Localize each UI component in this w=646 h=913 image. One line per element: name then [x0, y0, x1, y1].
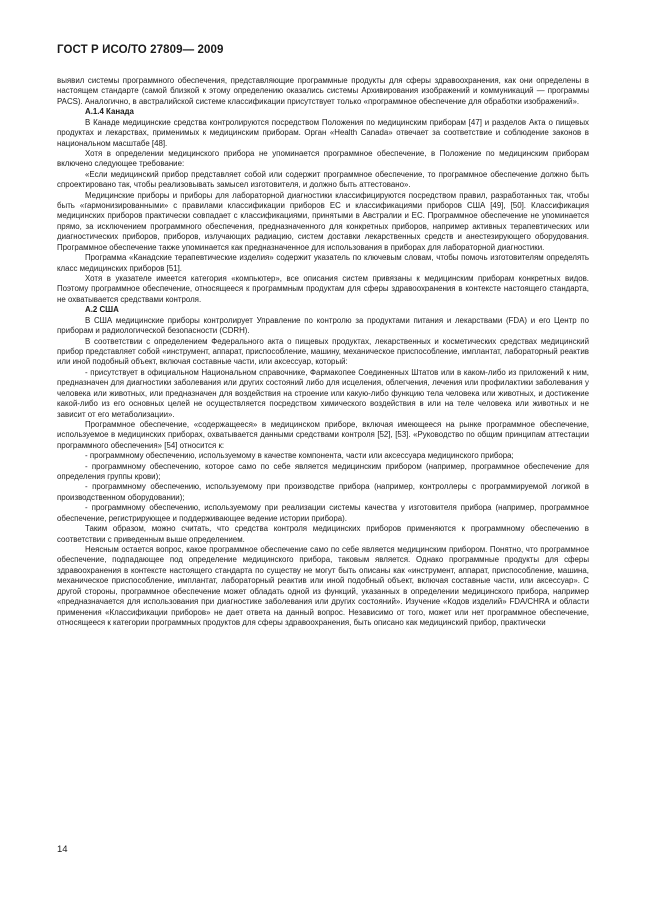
- list-item: - программному обеспечению, которое само по себе является медицинским прибором (например, программное обеспечение для определения группы крови);: [57, 461, 589, 482]
- paragraph: В соответствии с определением Федерального акта о пищевых продуктах, лекарственных и косметических средствах медицинский прибор представляет собой «инструмент, аппарат, приспособление, машину, механическое приспособление, имплантат, лабораторный реактив или иной подобный объект, включая составные части, или аксессуар, который:: [57, 336, 589, 367]
- list-item: - программному обеспечению, используемому в качестве компонента, части или аксессуара медицинского прибора;: [85, 451, 514, 461]
- quote-paragraph: «Если медицинский прибор представляет собой или содержит программное обеспечение, то программное обеспечение должно быть спроектировано так, чтобы реализовывать замысел изготовителя, и должно быть аттестовано».: [57, 169, 589, 190]
- list-item: - присутствует в официальном Национальном справочнике, Фармакопее Соединенных Штатов или в каком-либо из приложений к ним, предназначен для диагностики заболевания или других состояний либо для исцеления, облегчения, лечения или профилактики заболевания у человека или животных, или предназначен для воздействия на строение или какую-либо функцию тела человека или животных, и достижение какой-либо из его основных целей не осуществляется посредством химического воздействия в или на теле человека или животных и не зависит от его метаболизации».: [57, 367, 589, 419]
- paragraph: Хотя в указателе имеется категория «компьютер», все описания систем привязаны к медицинским приборам конкретных видов. Поэтому программное обеспечение, относящееся к программным продуктам для сферы здравоохранения в контексте настоящего стандарта, не охватывается средствами контроля.: [57, 274, 589, 304]
- paragraph: Таким образом, можно считать, что средства контроля медицинских приборов применяются к программному обеспечению в соответствии с приведенным выше определением.: [57, 524, 589, 544]
- paragraph: Программа «Канадские терапевтические изделия» содержит указатель по ключевым словам, чтобы помочь изготовителям определять класс медицинских приборов [51].: [57, 253, 589, 273]
- paragraph: В США медицинские приборы контролирует Управление по контролю за продуктами питания и лекарствами (FDA) и его Центр по приборам и радиологической безопасности (CDRH).: [57, 315, 589, 336]
- document-header: ГОСТ Р ИСО/ТО 27809— 2009: [57, 44, 224, 56]
- paragraph: В Канаде медицинские средства контролируются посредством Положения по медицинским приборам [47] и разделов Акта о пищевых продуктах и лекарствах, применимых к медицинским приборам. Орган «Health Canada» отвечает за соответствие и соблюдение законов в национальном масштабе [48].: [57, 117, 589, 148]
- paragraph: Программное обеспечение, «содержащееся» в медицинском приборе, включая имеющееся на рынке программное обеспечение, используемое в медицинских приборах, охватывается данными средствами контроля [52], [53]. «Руководство по общим принципам аттестации программного обеспечения» [54] относится к:: [57, 419, 589, 450]
- page-number: 14: [57, 844, 68, 855]
- paragraph: Неясным остается вопрос, какое программное обеспечение само по себе является медицинским прибором. Понятно, что программное обеспечение, подпадающее под определение медицинского прибора, таковым является. Однако программные продукты для сферы здравоохранения в контексте настоящего стандарта по существу не могут быть описаны как «инструмент, аппарат, приспособление, машина, механическое приспособление, имплантат, лабораторный реактив или иной подобный объект, включая составные части, или аксессуар». С другой стороны, программное обеспечение может обладать одной из функций, указанных в определении медицинского прибора, например «предназначается для использования при диагностике заболевания или других состояний». Изучение «Кодов изделий» FDA/CHRA и области применения «Классификации приборов» не дает ответа на данный вопрос. Независимо от того, может или нет программное обеспечение, относящееся к категории программных продуктов для сферы здравоохранения, быть описано как медицинский прибор, практически: [57, 544, 589, 627]
- paragraph: выявил системы программного обеспечения, представляющие программные продукты для сферы здравоохранения, как они определены в настоящем стандарте (самой близкой к этому определению оказались системы Архивирования изображений и коммуникаций — программы PACS). Аналогично, в австралийской системе классификации присутствует только «программное обеспечение для обработки изображений».: [57, 76, 589, 106]
- paragraph: Хотя в определении медицинского прибора не упоминается программное обеспечение, в Положение по медицинским приборам включено следующее требование:: [57, 148, 589, 169]
- list-item: - программному обеспечению, используемому при реализации системы качества у изготовителя прибора (например, программное обеспечение, регистрирующее и поддерживающее ведение истории прибора).: [57, 503, 589, 523]
- section-heading: А.2 США: [85, 305, 119, 315]
- list-item: - программному обеспечению, используемому при производстве прибора (например, контроллеры с программируемой логикой в производственном оборудовании);: [57, 482, 589, 502]
- section-heading: А.1.4 Канада: [85, 107, 134, 117]
- document-body: [57, 76, 589, 628]
- paragraph: Медицинские приборы и приборы для лабораторной диагностики классифицируются посредством правил, разработанных так, чтобы быть «гармонизированными» с правилами классификации приборов ЕС и классификациями приборов США [49], [50]. Классификация медицинских приборов практически совпадает с классификациями, принятыми в Австралии и ЕС. Программное обеспечение не упоминается прямо, за исключением программного обеспечения, предназначенного для конкретных приборов, например активных терапевтических или диагностических приборов, приборов, излучающих радиацию, систем доставки лекарственных средств и анестезирующего оборудования. Программное обеспечение также упоминается как предназначенное для использования в приборах для лабораторной диагностики.: [57, 190, 589, 252]
